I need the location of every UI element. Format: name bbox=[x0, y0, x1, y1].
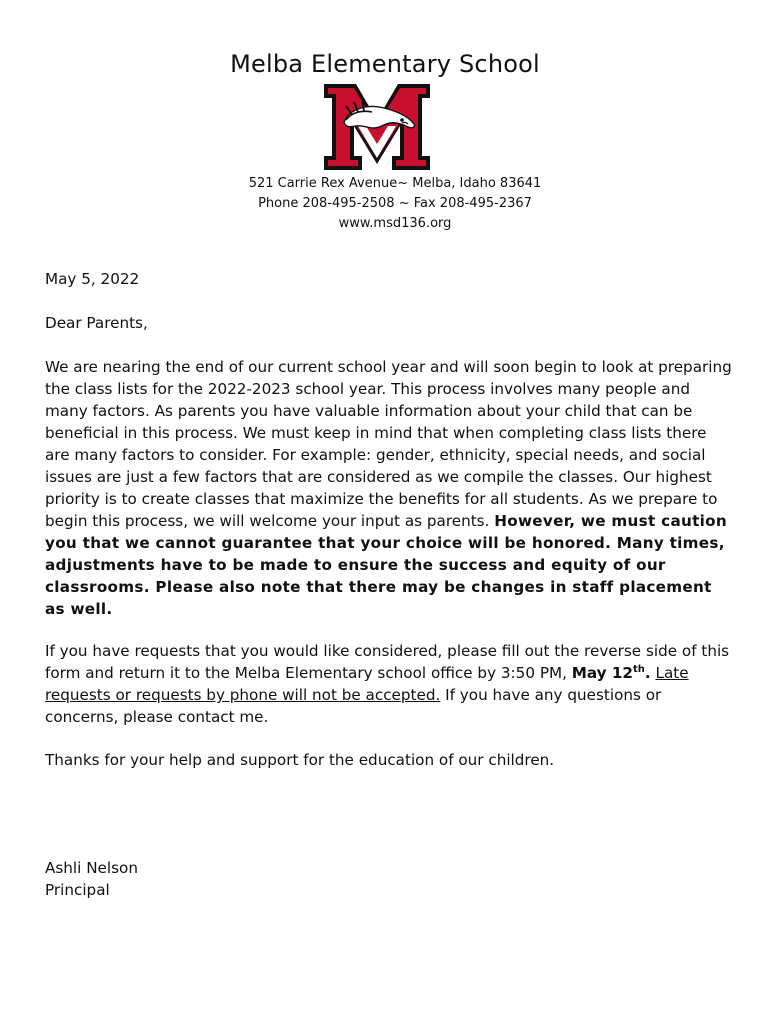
school-phone-fax: Phone 208-495-2508 ~ Fax 208-495-2367 bbox=[258, 196, 532, 211]
deadline-text bbox=[572, 664, 651, 682]
intro-text: We are nearing the end of our current school year and will soon begin to look at preparing the class lists for the 2022-2023 school year. This process involves many people and many factors. As parents you have valuable information about your child that can be beneficial in this process. We must keep in mind that when completing class lists there are many factors to consider. For example: gender, ethnicity, special needs, and social issues are just a few factors that are considered as we compile the classes. Our highest priority is to create classes that maximize the benefits for all students. As we prepare to begin this process, we will welcome your input as parents. bbox=[45, 358, 732, 530]
school-contact-block bbox=[0, 174, 770, 234]
intro-caution-text: However, we must caution you that we cannot guarantee that your choice will be honored. Many times, adjustments have to be made to ensure the success and equity of our classrooms. Please also note that there may be changes in staff placement as well. bbox=[45, 512, 728, 618]
letter-thanks: Thanks for your help and support for the education of our children. bbox=[45, 751, 555, 769]
signer-title: Principal bbox=[45, 881, 110, 899]
deadline-date: May 12 bbox=[571, 664, 633, 682]
letter-paragraph-requests bbox=[45, 640, 735, 728]
questions-text: If you have any questions or concerns, please contact me. bbox=[45, 686, 662, 726]
signature-block bbox=[45, 857, 735, 901]
deadline-suffix: th bbox=[632, 663, 645, 675]
letter-paragraph-intro bbox=[45, 356, 735, 620]
school-logo bbox=[322, 82, 432, 172]
school-address: 521 Carrie Rex Avenue~ Melba, Idaho 83641 bbox=[248, 176, 542, 191]
school-name-heading: Melba Elementary School bbox=[230, 50, 540, 78]
signer-name: Ashli Nelson bbox=[45, 859, 138, 877]
letter-greeting: Dear Parents, bbox=[45, 314, 148, 332]
requests-text: If you have requests that you would like considered, please fill out the reverse side of this form and return it to the Melba Elementary school office by 3:50 PM, bbox=[45, 642, 730, 682]
school-website: www.msd136.org bbox=[338, 216, 452, 231]
letter-date: May 5, 2022 bbox=[45, 270, 140, 288]
late-requests-notice: Late requests or requests by phone will not be accepted. bbox=[45, 664, 689, 704]
mustang-m-logo-icon bbox=[322, 82, 432, 172]
deadline-period: . bbox=[644, 664, 651, 682]
